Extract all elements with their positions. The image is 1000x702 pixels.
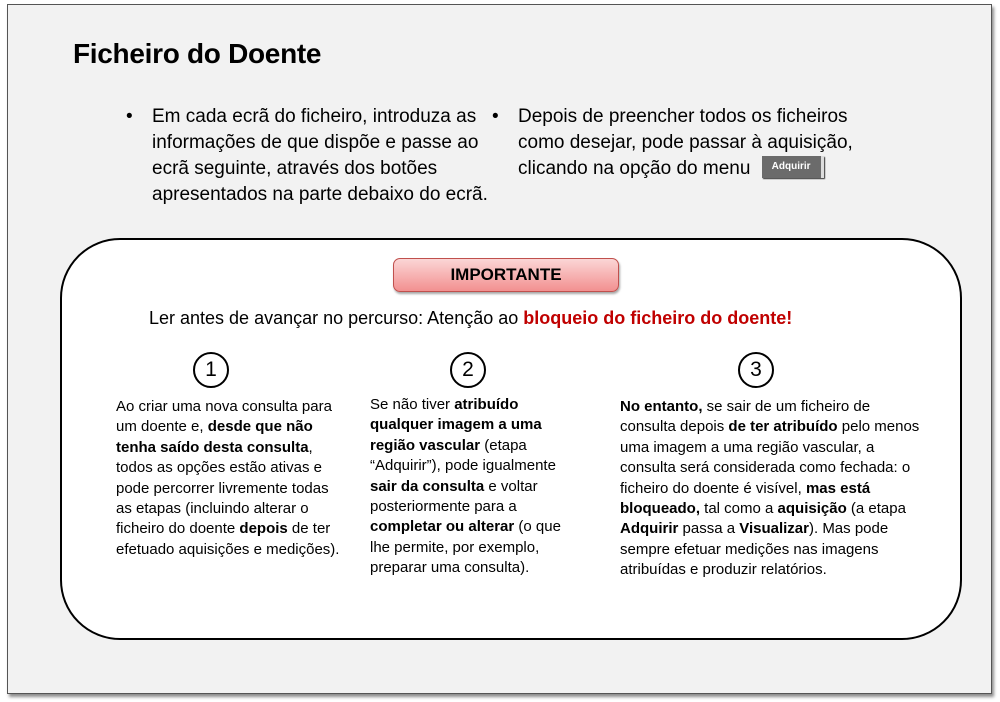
step-text-segment: ). Mas pode sempre efetuar medições nas imagens atribuídas e produzir relatórios. [620,520,889,579]
step-text-bold: Adquirir [620,520,679,538]
warning-prefix: Ler antes de avançar no percurso: Atenção ao [149,308,524,328]
bullet-glyph: • [492,106,499,127]
bullet-glyph: • [126,106,133,127]
page-title: Ficheiro do Doente [73,38,322,69]
bullet-right [492,104,888,182]
step-text-bold: mas está bloqueado, [620,479,871,518]
step-text-segment: tal como a [700,500,778,518]
step-text-segment: se sair de um ficheiro de consulta depois [620,398,871,436]
step-number-1: 1 [193,352,229,388]
bullet-right-text: Depois de preencher todos os ficheiros como desejar, pode passar à aquisição, clicando na opção do menu [518,106,853,179]
step-text-segment: (etapa “Adquirir”), pode igualmente [370,436,556,475]
warning-text [149,308,792,329]
step-text-segment: , todos as opções estão ativas e pode percorrer livremente todas as etapas (incluindo alterar o ficheiro do doente [116,438,329,538]
step-text-2 [370,395,570,579]
step-text-bold: sair da consulta [370,477,485,495]
step-text-segment: Ao criar uma nova consulta para um doente e, [116,398,332,436]
step-text-segment: de ter efetuado aquisições e medições). [116,520,340,558]
step-text-bold: No entanto, [620,398,703,415]
step-text-3 [620,397,920,581]
step-number-3: 3 [738,352,774,388]
step-text-bold: Visualizar [739,520,809,538]
step-text-bold: atribuído qualquer imagem a uma região vascular [370,396,542,454]
step-number-2: 2 [450,352,486,388]
important-label: IMPORTANTE [393,258,619,292]
warning-highlight: bloqueio do ficheiro do doente! [523,308,793,328]
step-text-segment: e voltar posteriormente para a [370,477,538,516]
step-text-bold: depois [239,520,288,538]
step-text-segment: passa a [678,520,740,538]
step-text-bold: completar ou alterar [370,518,515,536]
bullet-left [126,104,492,208]
bullet-left-text: Em cada ecrã do ficheiro, introduza as informações de que dispõe e passe ao ecrã seguinte, através dos botões apresentados na parte debaixo do ecrã. [152,106,488,205]
step-text-segment: pelo menos uma imagem a uma região vascular, a consulta será considerada como fechada: o ficheiro do doente é visível, [620,418,920,497]
step-text-bold: aquisição [777,500,847,518]
step-text-segment: (o que lhe permite, por exemplo, preparar uma consulta). [370,518,561,577]
step-text-segment: Se não tiver [370,396,455,413]
step-text-1 [116,397,346,560]
step-text-bold: de ter atribuído [728,418,838,436]
step-text-segment: (a etapa [846,500,906,518]
step-text-bold: desde que não tenha saído desta consulta [116,418,313,456]
adquirir-menu-button[interactable]: Adquirir [762,156,824,178]
